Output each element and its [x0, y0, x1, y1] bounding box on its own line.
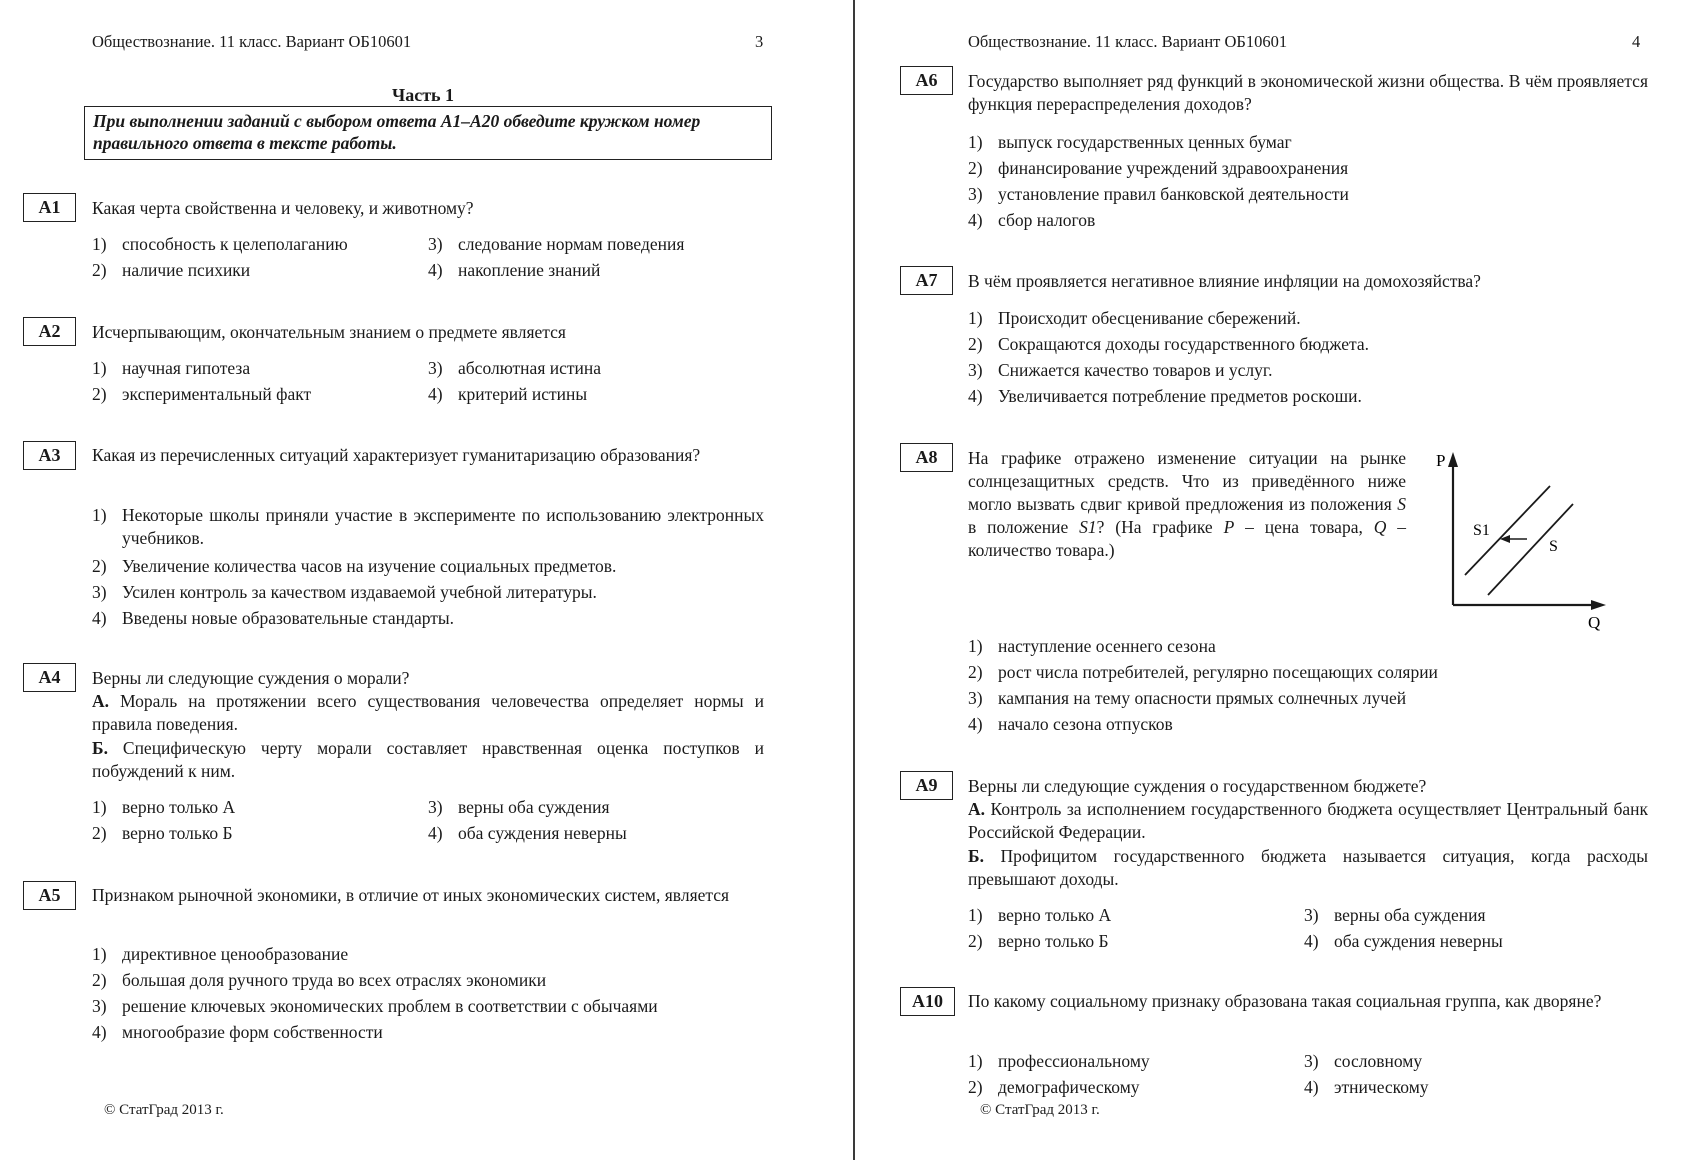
option-text: Некоторые школы приняли участие в эксперименте по использованию электронных учебников.: [122, 505, 764, 548]
option-text: оба суждения неверны: [458, 823, 627, 843]
option-text: Усилен контроль за качеством издаваемой учебной литературы.: [122, 582, 597, 602]
option-number: 1): [968, 636, 983, 656]
option-number: 2): [92, 556, 107, 576]
question-text-a4: Верны ли следующие суждения о морали?: [92, 668, 410, 688]
option-a3-1[interactable]: [92, 504, 764, 550]
question-number-a10: А10: [900, 987, 955, 1016]
option-number: 2): [968, 334, 983, 354]
judgement-text: Контроль за исполнением государственного бюджета осуществляет Центральный банк Российской Федерации.: [968, 799, 1649, 842]
option-number: 4): [428, 823, 443, 843]
option-text: сбор налогов: [998, 210, 1096, 230]
question-text-a5: Признаком рыночной экономики, в отличие от иных экономических систем, является: [92, 885, 730, 905]
option-number: 4): [92, 608, 107, 628]
option-number: 3): [428, 358, 443, 378]
option-number: 2): [968, 158, 983, 178]
option-number: 4): [1304, 931, 1319, 951]
option-number: 1): [92, 234, 107, 254]
footer-copyright: © СтатГрад 2013 г.: [980, 1102, 1100, 1118]
curve-s: [1488, 504, 1573, 595]
option-a3-2[interactable]: [92, 554, 616, 578]
option-a1-1[interactable]: [92, 232, 348, 256]
option-a4-4[interactable]: [428, 821, 627, 845]
option-number: 2): [92, 260, 107, 280]
option-a5-4[interactable]: [92, 1020, 383, 1044]
option-a10-1[interactable]: [968, 1049, 1150, 1073]
question-text-a1: Какая черта свойственна и человеку, и животному?: [92, 198, 474, 218]
option-a5-1[interactable]: [92, 942, 348, 966]
option-number: 3): [968, 688, 983, 708]
option-text: директивное ценообразование: [122, 944, 349, 964]
option-text: способность к целеполаганию: [122, 234, 348, 254]
a8-var-p: P: [1223, 517, 1235, 537]
option-a2-1[interactable]: [92, 356, 250, 380]
question-number-a7: А7: [900, 266, 953, 295]
option-a9-4[interactable]: [1304, 929, 1503, 953]
option-number: 4): [92, 1022, 107, 1042]
option-number: 4): [968, 386, 983, 406]
option-text: финансирование учреждений здравоохранения: [998, 158, 1349, 178]
option-number: 3): [92, 996, 107, 1016]
option-text: выпуск государственных ценных бумаг: [998, 132, 1292, 152]
question-text-a7: В чём проявляется негативное влияние инфляции на домохозяйства?: [968, 271, 1481, 291]
question-text-a6: Государство выполняет ряд функций в экономической жизни общества. В чём проявляется функция перераспределения доходов?: [968, 71, 1648, 114]
option-a2-4[interactable]: [428, 382, 587, 406]
question-number-a6: А6: [900, 66, 953, 95]
part-title: Часть 1: [392, 85, 455, 105]
option-a6-1[interactable]: [968, 130, 1292, 154]
option-text: начало сезона отпусков: [998, 714, 1173, 734]
option-text: верно только Б: [122, 823, 233, 843]
option-text: верны оба суждения: [1334, 905, 1486, 925]
option-a6-2[interactable]: [968, 156, 1348, 180]
option-text: абсолютная истина: [458, 358, 602, 378]
option-a7-4[interactable]: [968, 384, 1362, 408]
option-text: наличие психики: [122, 260, 251, 280]
option-number: 2): [968, 662, 983, 682]
option-a10-3[interactable]: [1304, 1049, 1422, 1073]
option-a6-3[interactable]: [968, 182, 1349, 206]
option-text: критерий истины: [458, 384, 588, 404]
option-text: этническому: [1334, 1077, 1429, 1097]
option-a4-1[interactable]: [92, 795, 235, 819]
footer-copyright: © СтатГрад 2013 г.: [104, 1102, 224, 1118]
a8-text-part: в положение: [968, 517, 1080, 537]
supply-shift-graph: [1426, 445, 1626, 635]
option-number: 2): [92, 823, 107, 843]
option-number: 1): [92, 797, 107, 817]
judgement-label: Б.: [968, 846, 984, 866]
option-a2-2[interactable]: [92, 382, 311, 406]
option-text: Увеличивается потребление предметов роскоши.: [998, 386, 1362, 406]
option-a9-1[interactable]: [968, 903, 1111, 927]
page-number: 3: [755, 32, 764, 51]
option-number: 1): [968, 308, 983, 328]
option-number: 1): [92, 505, 107, 525]
a8-var-s1: S1: [1079, 517, 1097, 537]
option-number: 3): [428, 234, 443, 254]
option-text: накопление знаний: [458, 260, 601, 280]
option-text: демографическому: [998, 1077, 1140, 1097]
option-a1-4[interactable]: [428, 258, 600, 282]
option-a7-2[interactable]: [968, 332, 1369, 356]
judgement-text: Специфическую черту морали составляет нравственная оценка поступков и побуждений к ним.: [92, 738, 764, 781]
option-text: Увеличение количества часов на изучение социальных предметов.: [122, 556, 617, 576]
option-number: 1): [92, 358, 107, 378]
option-a9-2[interactable]: [968, 929, 1109, 953]
question-text-a8: [968, 447, 1406, 562]
q-axis-arrowhead: [1591, 600, 1606, 610]
axis-label-p: P: [1436, 451, 1446, 470]
option-number: 4): [428, 384, 443, 404]
option-text: Происходит обесценивание сбережений.: [998, 308, 1301, 328]
judgement-label: А.: [92, 691, 110, 711]
option-number: 4): [428, 260, 443, 280]
a8-var-q: Q: [1373, 517, 1387, 537]
option-text: большая доля ручного труда во всех отраслях экономики: [122, 970, 547, 990]
option-number: 4): [968, 210, 983, 230]
curve-label-s1: S1: [1473, 522, 1490, 539]
curve-label-s: S: [1549, 538, 1558, 555]
question-text-a10: По какому социальному признаку образована такая социальная группа, как дворяне?: [968, 991, 1602, 1011]
a8-text-part: – количество товара.): [968, 517, 1407, 560]
a8-var-s: S: [1397, 494, 1406, 514]
option-text: решение ключевых экономических проблем в соответствии с обычаями: [122, 996, 658, 1016]
option-text: кампания на тему опасности прямых солнечных лучей: [998, 688, 1407, 708]
a8-text-part: ? (На графике: [1096, 517, 1224, 537]
option-text: Сокращаются доходы государственного бюджета.: [998, 334, 1370, 354]
axis-label-q: Q: [1588, 613, 1601, 632]
page-divider: [853, 0, 855, 1160]
question-number-a2: А2: [23, 317, 76, 346]
judgement-b-a9: [968, 845, 1648, 891]
option-a9-3[interactable]: [1304, 903, 1486, 927]
question-number-a4: А4: [23, 663, 76, 692]
option-a8-4[interactable]: [968, 712, 1173, 736]
option-text: сословному: [1334, 1051, 1423, 1071]
option-number: 3): [428, 797, 443, 817]
option-a7-3[interactable]: [968, 358, 1273, 382]
option-text: оба суждения неверны: [1334, 931, 1503, 951]
option-a6-4[interactable]: [968, 208, 1095, 232]
option-text: верны оба суждения: [458, 797, 610, 817]
question-number-a3: А3: [23, 441, 76, 470]
option-text: профессиональному: [998, 1051, 1150, 1071]
option-a10-2[interactable]: [968, 1075, 1140, 1099]
option-number: 2): [968, 931, 983, 951]
option-number: 1): [968, 1051, 983, 1071]
a8-text-part: На графике отражено изменение ситуации на рынке солнцезащитных средств. Что из приведённого ниже могло вызвать сдвиг кривой предложения из положения: [968, 448, 1406, 514]
right-page: [856, 0, 1708, 1160]
a8-text-part: – цена товара,: [1234, 517, 1374, 537]
option-a8-2[interactable]: [968, 660, 1438, 684]
option-number: 2): [92, 384, 107, 404]
question-number-a1: А1: [23, 193, 76, 222]
option-number: 3): [968, 360, 983, 380]
option-number: 3): [1304, 905, 1319, 925]
option-text: экспериментальный факт: [122, 384, 312, 404]
option-text: верно только Б: [998, 931, 1109, 951]
option-a10-4[interactable]: [1304, 1075, 1429, 1099]
option-number: 2): [968, 1077, 983, 1097]
question-text-a2: Исчерпывающим, окончательным знанием о предмете является: [92, 322, 566, 342]
option-a2-3[interactable]: [428, 356, 601, 380]
option-a7-1[interactable]: [968, 306, 1301, 330]
option-a8-1[interactable]: [968, 634, 1216, 658]
option-text: многообразие форм собственности: [122, 1022, 383, 1042]
option-a1-3[interactable]: [428, 232, 684, 256]
option-text: рост числа потребителей, регулярно посещающих солярии: [998, 662, 1438, 682]
option-number: 1): [92, 944, 107, 964]
option-text: научная гипотеза: [122, 358, 251, 378]
judgement-text: Профицитом государственного бюджета называется ситуация, когда расходы превышают доходы.: [968, 846, 1648, 889]
judgement-a-a4: [92, 690, 764, 736]
option-a1-2[interactable]: [92, 258, 250, 282]
option-text: наступление осеннего сезона: [998, 636, 1216, 656]
option-number: 2): [92, 970, 107, 990]
option-number: 4): [968, 714, 983, 734]
option-number: 3): [968, 184, 983, 204]
judgement-b-a4: [92, 737, 764, 783]
option-text: Введены новые образовательные стандарты.: [122, 608, 455, 628]
option-a5-3[interactable]: [92, 994, 658, 1018]
option-a4-2[interactable]: [92, 821, 233, 845]
option-number: 4): [1304, 1077, 1319, 1097]
option-text: верно только А: [998, 905, 1112, 925]
judgement-a-a9: [968, 798, 1648, 844]
option-a5-2[interactable]: [92, 968, 546, 992]
option-text: верно только А: [122, 797, 236, 817]
question-text-a3: Какая из перечисленных ситуаций характеризует гуманитаризацию образования?: [92, 445, 701, 465]
question-number-a5: А5: [23, 881, 76, 910]
question-number-a8: А8: [900, 443, 953, 472]
option-a3-3[interactable]: [92, 580, 597, 604]
page-number: 4: [1632, 32, 1641, 51]
page-header-title: Обществознание. 11 класс. Вариант ОБ10601: [968, 32, 1288, 51]
question-text-a9: Верны ли следующие суждения о государственном бюджете?: [968, 776, 1427, 796]
option-text: Снижается качество товаров и услуг.: [998, 360, 1273, 380]
option-text: следование нормам поведения: [458, 234, 685, 254]
instruction-box: При выполнении заданий с выбором ответа А1–А20 обведите кружком номер правильного ответа в тексте работы.: [84, 106, 772, 160]
option-number: 3): [92, 582, 107, 602]
p-axis-arrowhead: [1448, 452, 1458, 467]
judgement-text: Мораль на протяжении всего существования человечества определяет нормы и правила поведения.: [92, 691, 764, 734]
option-number: 1): [968, 905, 983, 925]
page-header-title: Обществознание. 11 класс. Вариант ОБ10601: [92, 32, 412, 51]
option-text: установление правил банковской деятельности: [998, 184, 1349, 204]
question-number-a9: А9: [900, 771, 953, 800]
option-number: 3): [1304, 1051, 1319, 1071]
option-number: 1): [968, 132, 983, 152]
option-a4-3[interactable]: [428, 795, 610, 819]
option-a8-3[interactable]: [968, 686, 1406, 710]
judgement-label: А.: [968, 799, 986, 819]
option-a3-4[interactable]: [92, 606, 454, 630]
judgement-label: Б.: [92, 738, 108, 758]
